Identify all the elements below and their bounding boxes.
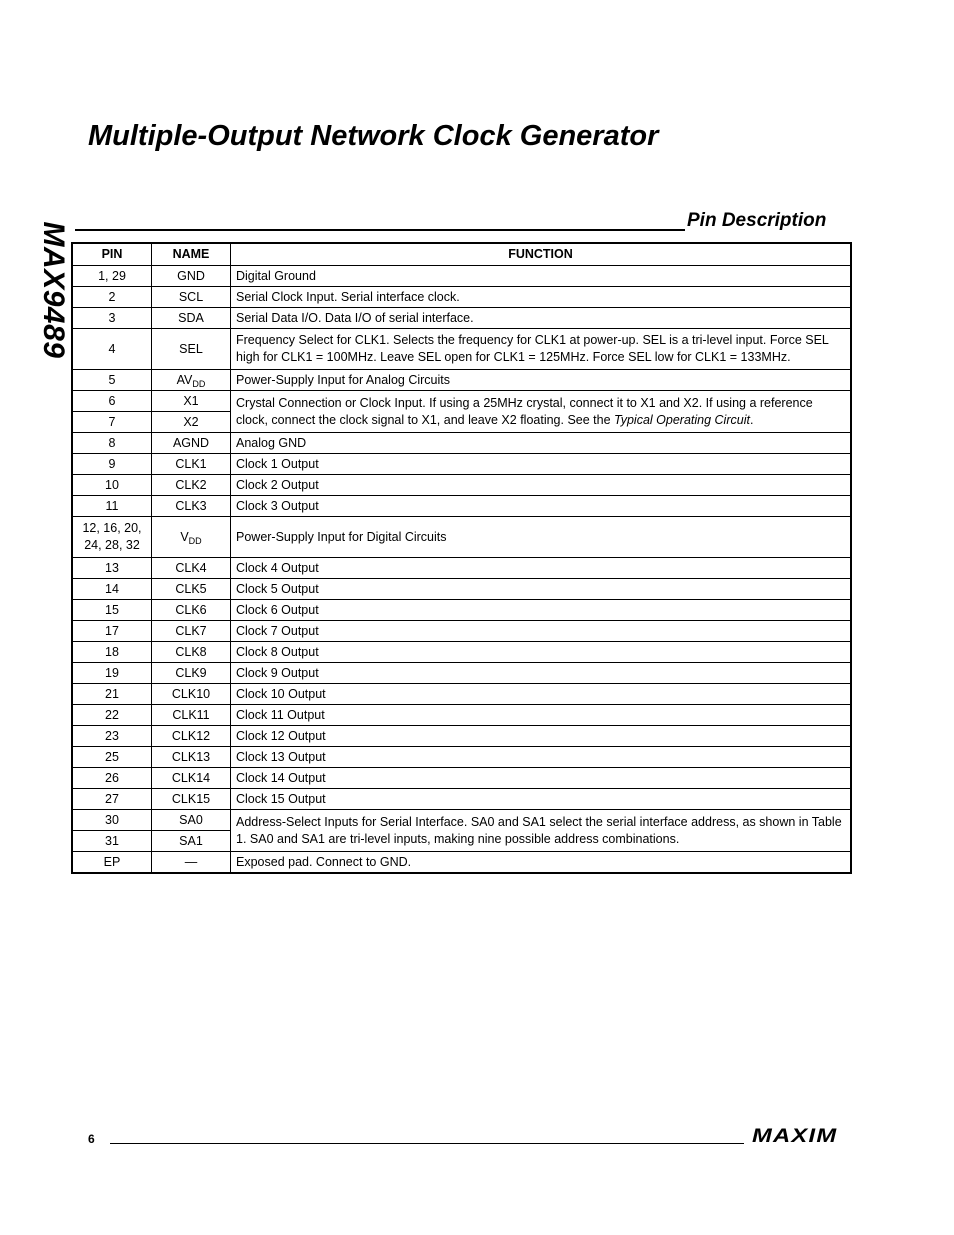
function-cell: Clock 3 Output xyxy=(231,496,852,517)
function-cell: Clock 1 Output xyxy=(231,454,852,475)
pin-cell: 15 xyxy=(72,600,152,621)
pin-cell: 14 xyxy=(72,579,152,600)
footer-divider xyxy=(110,1143,744,1144)
pin-cell: 31 xyxy=(72,831,152,852)
name-cell: CLK14 xyxy=(152,768,231,789)
table-row xyxy=(72,517,851,558)
function-cell: Clock 12 Output xyxy=(231,726,852,747)
function-cell: Clock 9 Output xyxy=(231,663,852,684)
name-cell: GND xyxy=(152,266,231,287)
function-cell: Power-Supply Input for Digital Circuits xyxy=(231,517,852,558)
function-cell: Clock 5 Output xyxy=(231,579,852,600)
section-divider xyxy=(75,229,685,231)
side-part-number-text: MAX9489 xyxy=(37,221,70,359)
table-row xyxy=(72,433,851,454)
name-cell: CLK12 xyxy=(152,726,231,747)
table-row xyxy=(72,370,851,391)
function-cell: Address-Select Inputs for Serial Interface. SA0 and SA1 select the serial interface address, as shown in Table 1. SA0 and SA1 are tri-level inputs, making nine possible address combinations. xyxy=(231,810,852,852)
function-reference: Typical Operating Circuit xyxy=(614,412,750,427)
table-row xyxy=(72,789,851,810)
section-title: Pin Description xyxy=(687,210,827,231)
name-cell xyxy=(152,517,231,558)
name-cell: CLK10 xyxy=(152,684,231,705)
table-row xyxy=(72,600,851,621)
table-row xyxy=(72,579,851,600)
name-cell: CLK9 xyxy=(152,663,231,684)
function-cell: Clock 13 Output xyxy=(231,747,852,768)
function-cell xyxy=(231,391,852,433)
function-cell: Exposed pad. Connect to GND. xyxy=(231,852,852,874)
name-cell: X2 xyxy=(152,412,231,433)
function-text: Crystal Connection or Clock Input. If using a 25MHz crystal, connect it to X1 and X2. If using a reference clock, connect the clock signal to X1, and leave X2 floating. See the xyxy=(236,395,813,427)
table-row xyxy=(72,475,851,496)
pin-cell: 22 xyxy=(72,705,152,726)
name-subscript: DD xyxy=(192,378,206,389)
name-cell: SA1 xyxy=(152,831,231,852)
name-cell: CLK8 xyxy=(152,642,231,663)
table-row xyxy=(72,391,851,412)
function-cell: Power-Supply Input for Analog Circuits xyxy=(231,370,852,391)
name-cell: — xyxy=(152,852,231,874)
function-cell: Analog GND xyxy=(231,433,852,454)
table-header-row xyxy=(72,243,851,266)
function-cell: Serial Clock Input. Serial interface clock. xyxy=(231,287,852,308)
function-cell: Clock 4 Output xyxy=(231,558,852,579)
table-row xyxy=(72,621,851,642)
name-cell: CLK11 xyxy=(152,705,231,726)
name-cell xyxy=(152,370,231,391)
table-row xyxy=(72,308,851,329)
pin-description-table xyxy=(71,242,852,874)
function-cell: Clock 8 Output xyxy=(231,642,852,663)
pin-cell: EP xyxy=(72,852,152,874)
name-cell: CLK4 xyxy=(152,558,231,579)
function-cell: Clock 7 Output xyxy=(231,621,852,642)
pin-cell: 21 xyxy=(72,684,152,705)
name-subscript: DD xyxy=(188,535,202,546)
table-row xyxy=(72,287,851,308)
function-cell: Clock 11 Output xyxy=(231,705,852,726)
page-number: 6 xyxy=(88,1132,95,1146)
table-row xyxy=(72,705,851,726)
name-main: AV xyxy=(176,372,193,387)
table-row xyxy=(72,747,851,768)
name-cell: CLK3 xyxy=(152,496,231,517)
table-row xyxy=(72,726,851,747)
pin-cell: 27 xyxy=(72,789,152,810)
function-text-end: . xyxy=(749,412,754,427)
pin-cell: 18 xyxy=(72,642,152,663)
name-cell: SA0 xyxy=(152,810,231,831)
name-cell: CLK6 xyxy=(152,600,231,621)
table-row xyxy=(72,852,851,874)
name-cell: CLK15 xyxy=(152,789,231,810)
name-cell: SCL xyxy=(152,287,231,308)
side-part-number xyxy=(36,215,70,365)
name-cell: SDA xyxy=(152,308,231,329)
header-pin: PIN xyxy=(72,243,152,266)
name-main: V xyxy=(180,529,189,544)
table-row xyxy=(72,642,851,663)
header-function: FUNCTION xyxy=(231,243,852,266)
table-row xyxy=(72,496,851,517)
table-row xyxy=(72,663,851,684)
name-cell: CLK13 xyxy=(152,747,231,768)
name-cell: X1 xyxy=(152,391,231,412)
name-cell: CLK7 xyxy=(152,621,231,642)
name-cell: SEL xyxy=(152,329,231,370)
name-cell: CLK5 xyxy=(152,579,231,600)
name-cell: CLK2 xyxy=(152,475,231,496)
function-cell: Digital Ground xyxy=(231,266,852,287)
pin-cell xyxy=(72,517,152,558)
function-cell: Serial Data I/O. Data I/O of serial interface. xyxy=(231,308,852,329)
maxim-logo: MAXIM xyxy=(752,1126,838,1147)
table-row xyxy=(72,684,851,705)
pin-cell: 11 xyxy=(72,496,152,517)
pin-cell: 6 xyxy=(72,391,152,412)
pin-line-1: 12, 16, 20, xyxy=(82,521,142,535)
pin-cell: 2 xyxy=(72,287,152,308)
function-cell: Clock 14 Output xyxy=(231,768,852,789)
pin-cell: 13 xyxy=(72,558,152,579)
table-row xyxy=(72,768,851,789)
pin-cell: 19 xyxy=(72,663,152,684)
pin-cell: 30 xyxy=(72,810,152,831)
name-cell: CLK1 xyxy=(152,454,231,475)
function-cell: Clock 6 Output xyxy=(231,600,852,621)
pin-cell: 7 xyxy=(72,412,152,433)
table-row xyxy=(72,558,851,579)
pin-cell: 8 xyxy=(72,433,152,454)
pin-cell: 1, 29 xyxy=(72,266,152,287)
pin-line-2: 24, 28, 32 xyxy=(84,538,140,552)
function-cell: Clock 15 Output xyxy=(231,789,852,810)
pin-cell: 25 xyxy=(72,747,152,768)
table-row xyxy=(72,266,851,287)
function-cell: Clock 2 Output xyxy=(231,475,852,496)
pin-cell: 9 xyxy=(72,454,152,475)
table-row xyxy=(72,454,851,475)
header-name: NAME xyxy=(152,243,231,266)
table-row xyxy=(72,810,851,831)
pin-cell: 10 xyxy=(72,475,152,496)
page-title: Multiple-Output Network Clock Generator xyxy=(88,120,659,152)
function-cell: Frequency Select for CLK1. Selects the frequency for CLK1 at power-up. SEL is a tri-level input. Force SEL high for CLK1 = 100MHz. Leave SEL open for CLK1 = 125MHz. Force SEL low for CLK1 = 133MHz. xyxy=(231,329,852,370)
name-cell: AGND xyxy=(152,433,231,454)
pin-cell: 5 xyxy=(72,370,152,391)
pin-cell: 26 xyxy=(72,768,152,789)
table-row xyxy=(72,329,851,370)
pin-cell: 17 xyxy=(72,621,152,642)
function-cell: Clock 10 Output xyxy=(231,684,852,705)
pin-cell: 4 xyxy=(72,329,152,370)
pin-cell: 3 xyxy=(72,308,152,329)
pin-cell: 23 xyxy=(72,726,152,747)
